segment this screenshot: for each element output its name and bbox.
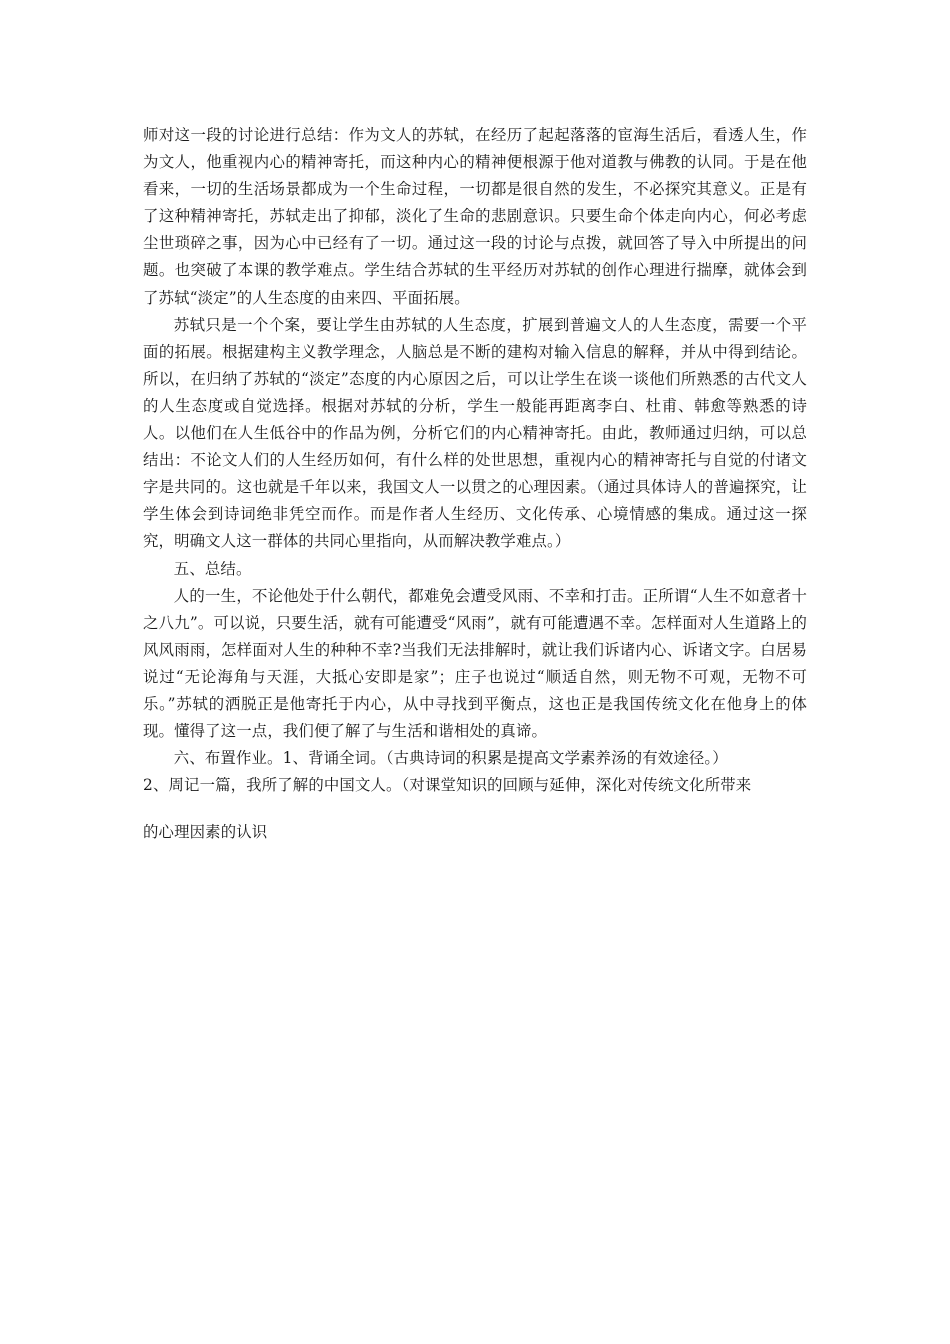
homework-item-2-continuation: 的心理因素的认识	[143, 823, 268, 842]
document-page	[143, 122, 807, 846]
paragraph-life-reflection: 人的一生，不论他处于什么朝代，都难免会遭受风雨、不幸和打击。正所谓“人生不如意者十之八九”。可以说，只要生活，就有可能遭受“风雨”，就有可能遭遇不幸。怎样面对人生道路上的风风雨雨，怎样面对人生的种种不幸?当我们无法排解时，就让我们诉诸内心、诉诸文字。白居易说过“无论海角与天涯，大抵心安即是家”；庄子也说过“顺适自然，则无物不可观，无物不可乐。”苏轼的洒脱正是他寄托于内心，从中寻找到平衡点，这也正是我国传统文化在他身上的体现。懂得了这一点，我们便了解了与生活和谐相处的真谛。	[143, 586, 807, 741]
paragraph-summary-discussion: 师对这一段的讨论进行总结：作为文人的苏轼，在经历了起起落落的宦海生活后，看透人生，作为文人，他重视内心的精神寄托，而这种内心的精神便根源于他对道教与佛教的认同。于是在他看来，一切的生活场景都成为一个生命过程，一切都是很自然的发生，不必探究其意义。正是有了这种精神寄托，苏轼走出了抑郁，淡化了生命的悲剧意识。只要生命个体走向内心，何必考虑尘世琐碎之事，因为心中已经有了一切。通过这一段的讨论与点拨，就回答了导入中所提出的问题。也突破了本课的教学难点。学生结合苏轼的生平经历对苏轼的创作心理进行揣摩，就体会到了苏轼“淡定”的人生态度的由来四、平面拓展。	[143, 126, 807, 307]
section-heading-summary: 五、总结。	[173, 559, 252, 578]
homework-item-1: 六、布置作业。1、背诵全词。（古典诗词的积累是提高文学素养汤的有效途径。）	[173, 749, 728, 768]
homework-item-2: 2、周记一篇，我所了解的中国文人。（对课堂知识的回顾与延伸，深化对传统文化所带来	[143, 776, 752, 795]
paragraph-planar-extension: 苏轼只是一个个案，要让学生由苏轼的人生态度，扩展到普遍文人的人生态度，需要一个平面的拓展。根据建构主义教学理念，人脑总是不断的建构对输入信息的解释，并从中得到结论。所以，在归纳了苏轼的“淡定”态度的内心原因之后，可以让学生在谈一谈他们所熟悉的古代文人的人生态度或自觉选择。根据对苏轼的分析，学生一般能再距离李白、杜甫、韩愈等熟悉的诗人。以他们在人生低谷中的作品为例，分析它们的内心精神寄托。由此，教师通过归纳，可以总结出：不论文人们的人生经历如何，有什么样的处世思想，重视内心的精神寄托与自觉的付诸文字是共同的。这也就是千年以来，我国文人一以贯之的心理因素。（通过具体诗人的普遍探究，让学生体会到诗词绝非凭空而作。而是作者人生经历、文化传承、心境情感的集成。通过这一探究，明确文人这一群体的共同心里指向，从而解决教学难点。）	[143, 315, 807, 551]
